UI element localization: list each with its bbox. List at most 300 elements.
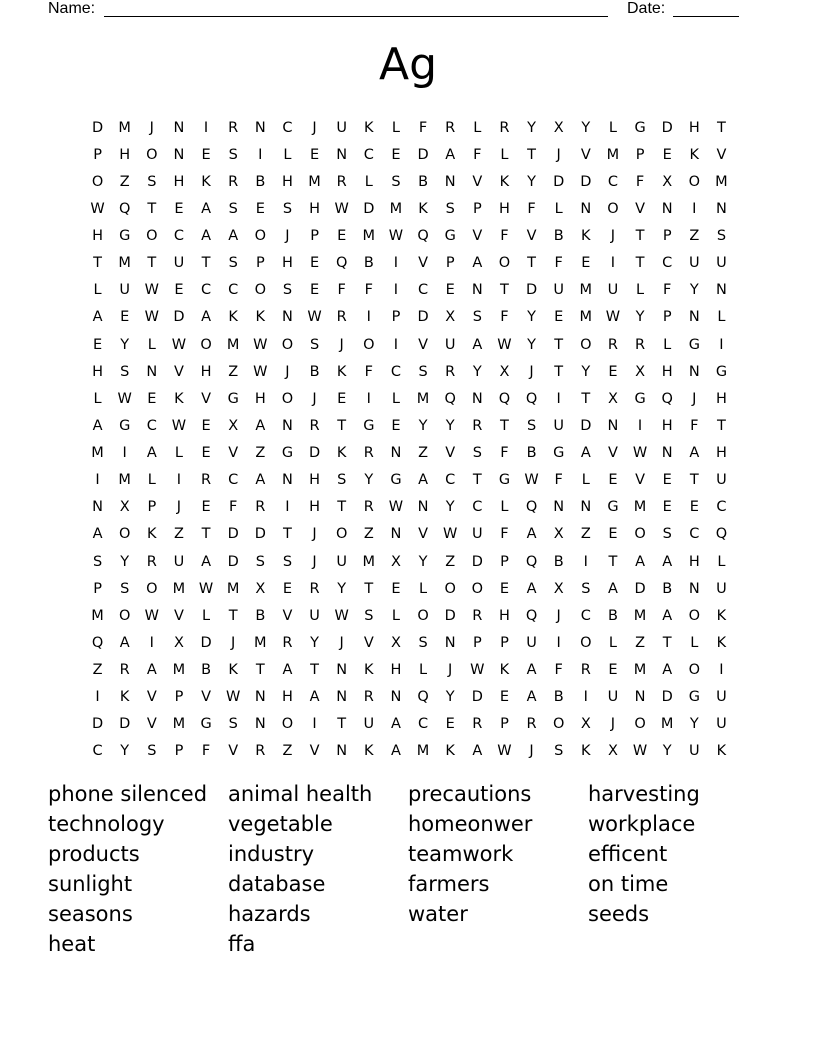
worksheet-header	[48, 0, 748, 20]
grid-letter: Z	[255, 445, 266, 462]
grid-letter: D	[200, 634, 212, 651]
grid-letter: U	[607, 282, 619, 299]
grid-letter: A	[92, 309, 103, 326]
grid-letter: N	[688, 363, 700, 380]
grid-letter: E	[581, 255, 591, 272]
grid-letter: I	[176, 472, 182, 489]
grid-letter: B	[526, 445, 537, 462]
grid-letter: A	[282, 662, 293, 679]
grid-letter: I	[610, 255, 616, 272]
grid-letter: J	[692, 390, 697, 407]
grid-letter: S	[445, 200, 455, 217]
grid-letter: M	[172, 580, 186, 597]
grid-letter: Y	[527, 309, 536, 326]
grid-letter: W	[388, 228, 404, 245]
grid-letter: C	[92, 743, 103, 760]
grid-letter: P	[635, 146, 645, 163]
grid-letter: X	[173, 634, 184, 651]
grid-letter: W	[198, 580, 214, 597]
grid-letter: F	[473, 146, 482, 163]
grid-letter: X	[635, 363, 646, 380]
grid-letter: T	[635, 228, 645, 245]
grid-letter: B	[418, 173, 429, 190]
grid-letter: M	[226, 580, 240, 597]
grid-letter: D	[308, 445, 321, 462]
grid-letter: V	[146, 716, 157, 733]
grid-letter: M	[254, 634, 267, 651]
grid-letter: O	[118, 607, 131, 624]
grid-letter: O	[607, 200, 619, 217]
grid-letter: A	[228, 228, 239, 245]
word-list-item: water	[408, 902, 468, 926]
grid-letter: R	[228, 119, 239, 136]
grid-letter: S	[364, 607, 374, 624]
word-list	[48, 779, 768, 959]
grid-letter: F	[418, 119, 428, 136]
grid-letter: E	[337, 390, 347, 407]
grid-letter: I	[583, 553, 588, 570]
grid-letter: Y	[527, 119, 536, 136]
grid-letter: O	[118, 526, 131, 543]
grid-letter: E	[174, 282, 184, 299]
grid-letter: H	[119, 146, 131, 163]
grid-letter: E	[309, 146, 320, 163]
grid-letter: T	[283, 526, 292, 543]
grid-letter: N	[471, 390, 483, 407]
grid-letter: P	[662, 228, 672, 245]
grid-letter: F	[364, 282, 373, 299]
grid-letter: L	[554, 200, 563, 217]
grid-letter: E	[309, 255, 320, 272]
grid-letter: R	[255, 499, 266, 516]
grid-letter: B	[309, 363, 320, 380]
grid-letter: H	[309, 499, 321, 516]
grid-letter: C	[418, 282, 429, 299]
grid-letter: V	[173, 607, 184, 624]
grid-letter: C	[716, 499, 727, 516]
grid-letter: N	[282, 417, 293, 434]
grid-letter: S	[309, 336, 320, 353]
date-field[interactable]	[673, 0, 739, 17]
grid-letter: K	[716, 634, 727, 651]
grid-letter: T	[608, 553, 618, 570]
grid-letter: W	[497, 743, 512, 760]
grid-letter: L	[581, 472, 590, 489]
grid-letter: E	[391, 146, 401, 163]
grid-letter: P	[472, 634, 482, 651]
grid-letter: N	[254, 689, 266, 706]
name-field[interactable]	[104, 0, 608, 17]
grid-letter: L	[419, 580, 428, 597]
grid-letter: M	[91, 607, 104, 624]
grid-letter: A	[201, 200, 212, 217]
grid-letter: P	[662, 309, 672, 326]
grid-letter: K	[201, 173, 211, 190]
grid-letter: U	[336, 119, 347, 136]
grid-letter: D	[363, 200, 375, 217]
puzzle-title: Ag	[378, 39, 438, 90]
word-list-item: seeds	[588, 902, 650, 926]
grid-letter: A	[255, 417, 266, 434]
grid-letter: F	[554, 662, 563, 679]
grid-letter: W	[334, 607, 349, 624]
grid-letter: H	[715, 390, 727, 407]
grid-letter: I	[149, 634, 154, 651]
grid-letter: T	[554, 363, 564, 380]
grid-letter: W	[443, 526, 458, 543]
grid-letter: I	[393, 336, 399, 353]
grid-letter: Q	[417, 228, 429, 245]
grid-letter: R	[445, 363, 456, 380]
grid-letter: J	[610, 228, 616, 245]
grid-letter: M	[362, 228, 376, 245]
grid-letter: U	[444, 336, 456, 353]
grid-letter: E	[201, 417, 211, 434]
grid-letter: B	[553, 228, 564, 245]
grid-letter: O	[634, 526, 646, 543]
grid-letter: O	[146, 146, 158, 163]
grid-letter: L	[147, 336, 156, 353]
grid-letter: K	[255, 309, 266, 326]
grid-letter: N	[282, 309, 293, 326]
grid-letter: D	[661, 119, 673, 136]
grid-letter: P	[391, 309, 401, 326]
grid-letter: R	[499, 119, 510, 136]
grid-letter: H	[498, 200, 510, 217]
grid-letter: H	[254, 390, 266, 407]
word-list-item: technology	[48, 812, 165, 836]
grid-letter: P	[174, 743, 184, 760]
grid-letter: N	[634, 689, 646, 706]
grid-letter: Y	[418, 417, 428, 434]
word-list-item: workplace	[588, 812, 696, 836]
grid-letter: M	[633, 499, 647, 516]
grid-letter: D	[91, 716, 104, 733]
grid-letter: N	[173, 146, 185, 163]
grid-letter: I	[312, 716, 317, 733]
grid-letter: Y	[581, 119, 591, 136]
grid-letter: B	[662, 580, 673, 597]
grid-letter: Q	[661, 390, 673, 407]
grid-letter: D	[173, 309, 185, 326]
grid-letter: X	[445, 309, 456, 326]
grid-letter: F	[229, 499, 238, 516]
grid-letter: U	[689, 743, 700, 760]
grid-letter: S	[228, 716, 238, 733]
grid-letter: E	[499, 580, 510, 597]
grid-letter: C	[173, 228, 184, 245]
grid-letter: A	[472, 336, 483, 353]
grid-letter: N	[688, 309, 700, 326]
grid-letter: L	[174, 445, 183, 462]
grid-letter: M	[91, 445, 104, 462]
grid-letter: G	[634, 119, 646, 136]
grid-letter: G	[498, 472, 511, 489]
grid-letter: O	[498, 255, 511, 272]
grid-letter: H	[309, 200, 321, 217]
grid-letter: Z	[228, 363, 239, 380]
grid-letter: J	[285, 363, 290, 380]
grid-letter: D	[580, 173, 592, 190]
grid-letter: T	[527, 255, 536, 272]
grid-letter: E	[92, 336, 103, 353]
grid-letter: S	[147, 173, 157, 190]
grid-letter: G	[715, 363, 728, 380]
word-list-item: seasons	[48, 902, 133, 926]
grid-letter: O	[634, 716, 646, 733]
grid-letter: J	[556, 607, 561, 624]
grid-letter: O	[146, 228, 158, 245]
grid-letter: Y	[120, 743, 130, 760]
grid-letter: V	[445, 445, 456, 462]
grid-letter: C	[228, 282, 239, 299]
grid-letter: Y	[527, 173, 536, 190]
word-list-item: products	[48, 842, 140, 866]
grid-letter: M	[606, 146, 620, 163]
grid-letter: Q	[525, 499, 538, 516]
grid-letter: N	[173, 119, 185, 136]
grid-letter: I	[122, 445, 127, 462]
grid-letter: L	[500, 146, 509, 163]
grid-letter: R	[580, 662, 591, 679]
grid-letter: T	[554, 336, 564, 353]
grid-letter: B	[255, 607, 266, 624]
grid-letter: E	[445, 282, 455, 299]
grid-letter: N	[688, 580, 700, 597]
grid-letter: V	[363, 634, 374, 651]
grid-letter: Z	[173, 526, 184, 543]
grid-letter: E	[445, 716, 455, 733]
grid-letter: O	[580, 336, 592, 353]
word-list-item: hazards	[228, 902, 311, 926]
grid-letter: Y	[364, 472, 374, 489]
grid-letter: U	[173, 255, 185, 272]
grid-letter: H	[498, 607, 510, 624]
grid-letter: S	[526, 417, 537, 434]
grid-letter: I	[203, 119, 209, 136]
grid-letter: R	[363, 499, 374, 516]
grid-letter: D	[444, 607, 456, 624]
grid-letter: E	[201, 499, 211, 516]
grid-letter: M	[579, 282, 593, 299]
grid-letter: C	[445, 472, 456, 489]
grid-letter: G	[119, 228, 131, 245]
grid-letter: G	[444, 228, 456, 245]
grid-letter: O	[552, 716, 565, 733]
grid-letter: F	[527, 200, 536, 217]
grid-letter: R	[336, 173, 347, 190]
grid-letter: L	[202, 607, 211, 624]
word-list-item: farmers	[408, 872, 490, 896]
grid-letter: N	[580, 200, 592, 217]
grid-letter: R	[119, 662, 130, 679]
grid-letter: D	[417, 146, 429, 163]
grid-letter: J	[529, 743, 534, 760]
grid-letter: R	[472, 716, 483, 733]
grid-letter: X	[607, 390, 618, 407]
grid-letter: V	[228, 743, 239, 760]
grid-letter: K	[689, 146, 700, 163]
grid-letter: Y	[635, 309, 645, 326]
grid-letter: H	[173, 173, 185, 190]
grid-letter: P	[255, 255, 265, 272]
grid-letter: I	[366, 309, 371, 326]
grid-letter: E	[174, 200, 184, 217]
grid-letter: O	[688, 607, 701, 624]
grid-letter: F	[500, 309, 509, 326]
grid-letter: U	[716, 716, 727, 733]
grid-letter: G	[688, 336, 700, 353]
grid-letter: O	[200, 336, 212, 353]
grid-letter: E	[391, 417, 401, 434]
grid-letter: A	[526, 526, 537, 543]
grid-letter: T	[662, 634, 672, 651]
grid-letter: N	[471, 282, 483, 299]
grid-letter: S	[92, 553, 103, 570]
grid-letter: O	[281, 716, 294, 733]
grid-letter: R	[526, 716, 537, 733]
grid-letter: Y	[527, 336, 536, 353]
grid-letter: S	[282, 553, 293, 570]
grid-letter: Z	[635, 634, 646, 651]
grid-letter: Q	[417, 689, 429, 706]
grid-letter: T	[147, 200, 157, 217]
grid-letter: T	[147, 255, 157, 272]
grid-letter: N	[390, 689, 402, 706]
grid-letter: H	[715, 445, 727, 462]
grid-letter: D	[91, 119, 104, 136]
grid-letter: A	[201, 228, 212, 245]
grid-letter: M	[416, 743, 430, 760]
grid-letter: E	[662, 146, 672, 163]
grid-letter: F	[635, 173, 645, 190]
grid-letter: R	[445, 119, 456, 136]
grid-letter: F	[554, 472, 563, 489]
grid-letter: A	[146, 662, 157, 679]
grid-letter: W	[253, 336, 268, 353]
grid-letter: U	[716, 580, 727, 597]
grid-letter: S	[472, 309, 482, 326]
grid-letter: A	[201, 553, 212, 570]
grid-letter: J	[339, 634, 344, 651]
grid-letter: A	[526, 689, 537, 706]
grid-letter: J	[176, 499, 182, 516]
grid-letter: P	[310, 228, 319, 245]
grid-letter: S	[662, 526, 672, 543]
word-list-item: precautions	[408, 782, 532, 806]
grid-letter: A	[146, 445, 157, 462]
grid-letter: W	[307, 309, 322, 326]
grid-letter: H	[281, 689, 293, 706]
grid-letter: J	[448, 662, 453, 679]
grid-letter: S	[282, 200, 293, 217]
grid-letter: J	[149, 119, 154, 136]
grid-letter: T	[581, 390, 591, 407]
grid-letter: T	[689, 472, 699, 489]
grid-letter: V	[526, 228, 537, 245]
grid-letter: K	[716, 743, 727, 760]
grid-letter: H	[661, 363, 673, 380]
grid-letter: Y	[445, 689, 455, 706]
grid-letter: M	[416, 390, 430, 407]
grid-letter: T	[93, 255, 102, 272]
grid-letter: D	[580, 417, 592, 434]
grid-letter: C	[146, 417, 157, 434]
grid-letter: I	[258, 146, 263, 163]
grid-letter: K	[418, 200, 428, 217]
grid-letter: U	[472, 526, 483, 543]
grid-letter: I	[719, 336, 724, 353]
grid-letter: W	[632, 445, 648, 462]
grid-letter: C	[472, 499, 483, 516]
grid-letter: V	[418, 255, 429, 272]
word-list-item: vegetable	[228, 812, 333, 836]
grid-letter: X	[499, 363, 510, 380]
grid-letter: R	[309, 417, 320, 434]
grid-letter: E	[255, 200, 265, 217]
grid-letter: U	[553, 282, 564, 299]
grid-letter: R	[363, 689, 374, 706]
grid-letter: L	[283, 146, 292, 163]
grid-letter: F	[500, 228, 509, 245]
grid-letter: K	[499, 173, 510, 190]
word-list-item: ffa	[228, 932, 256, 956]
grid-letter: B	[607, 607, 618, 624]
grid-letter: Z	[689, 228, 700, 245]
grid-letter: A	[472, 255, 483, 272]
grid-letter: Z	[119, 173, 130, 190]
grid-letter: N	[553, 499, 565, 516]
grid-letter: A	[662, 662, 673, 679]
grid-letter: W	[144, 282, 159, 299]
grid-letter: G	[227, 390, 239, 407]
grid-letter: U	[173, 553, 185, 570]
grid-letter: V	[173, 363, 184, 380]
grid-letter: V	[228, 445, 239, 462]
grid-letter: E	[201, 146, 211, 163]
word-list-item: animal health	[228, 782, 373, 806]
grid-letter: Z	[580, 526, 591, 543]
grid-letter: M	[118, 472, 131, 489]
grid-letter: X	[607, 743, 618, 760]
grid-letter: A	[255, 472, 266, 489]
grid-letter: P	[93, 580, 102, 597]
grid-letter: P	[500, 634, 509, 651]
letter-grid	[84, 114, 735, 765]
grid-letter: K	[716, 607, 727, 624]
grid-letter: Q	[525, 607, 538, 624]
grid-letter: E	[282, 580, 293, 597]
word-list-item: heat	[48, 932, 96, 956]
grid-letter: J	[312, 553, 317, 570]
grid-letter: J	[556, 146, 561, 163]
grid-letter: Y	[445, 417, 455, 434]
grid-letter: L	[663, 336, 672, 353]
grid-letter: Q	[498, 390, 511, 407]
grid-letter: M	[579, 309, 593, 326]
grid-letter: X	[553, 526, 564, 543]
grid-letter: S	[418, 363, 428, 380]
grid-letter: H	[688, 119, 700, 136]
grid-letter: I	[95, 472, 100, 489]
grid-letter: U	[363, 716, 375, 733]
grid-letter: J	[339, 336, 344, 353]
grid-letter: U	[119, 282, 130, 299]
grid-letter: N	[661, 445, 673, 462]
grid-letter: T	[255, 662, 265, 679]
grid-letter: F	[337, 282, 346, 299]
grid-letter: Z	[92, 662, 103, 679]
